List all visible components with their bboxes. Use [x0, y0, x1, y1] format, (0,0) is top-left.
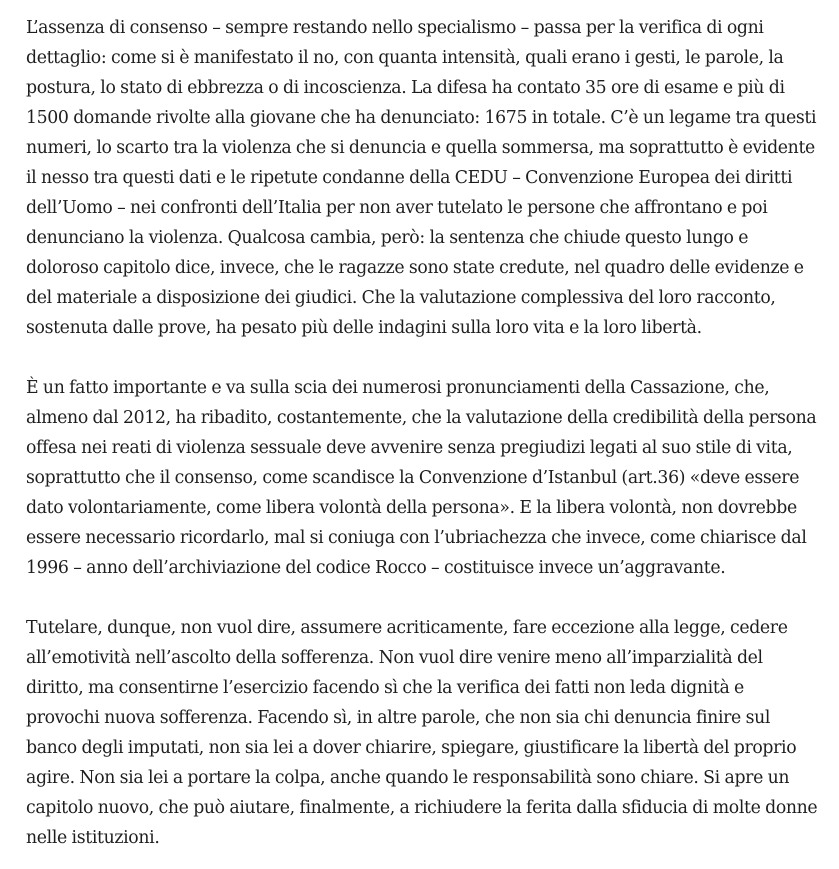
article-paragraph-2: È un fatto importante e va sulla scia dei numerosi pronunciamenti della Cassazione, che, almeno dal 2012, ha ribadito, costantemente, che la valutazione della credibilità della persona offesa nei reati di violenza sessuale deve avvenire senza pregiudizi legati al suo stile di vita, soprattutto che il consenso, come scandisce la Convenzione d’Istanbul (art.36) «deve essere dato volontariamente, come libera volontà della persona». E la libera volontà, non dovrebbe essere necessario ricordarlo, mal si coniuga con l’ubriachezza che invece, come chiarisce dal 1996 – anno dell’archiviazione del codice Rocco – costituisce invece un’aggravante. [26, 378, 817, 578]
article-paragraph-1: L’assenza di consenso – sempre restando nello specialismo – passa per la verifica di ogni dettaglio: come si è manifestato il no, con quanta intensità, quali erano i gesti, le parole, la postura, lo stato di ebbrezza o di incoscienza. La difesa ha contato 35 ore di esame e più di 1500 domande rivolte alla giovane che ha denunciato: 1675 in totale. C’è un legame tra questi numeri, lo scarto tra la violenza che si denuncia e quella sommersa, ma soprattutto è evidente il nesso tra questi dati e le ripetute condanne della CEDU – Convenzione Europea dei diritti dell’Uomo – nei confronti dell’Italia per non aver tutelato le persone che affrontano e poi denunciano la violenza. Qualcosa cambia, però: la sentenza che chiude questo lungo e doloroso capitolo dice, invece, che le ragazze sono state credute, nel quadro delle evidenze e del materiale a disposizione dei giudici. Che la valutazione complessiva del loro racconto, sostenuta dalle prove, ha pesato più delle indagini sulla loro vita e la loro libertà. [26, 18, 817, 338]
article-paragraph-3: Tutelare, dunque, non vuol dire, assumere acriticamente, fare eccezione alla legge, cedere all’emotività nell’ascolto della sofferenza. Non vuol dire venire meno all’imparzialità del diritto, ma consentirne l’esercizio facendo sì che la verifica dei fatti non leda dignità e provochi nuova sofferenza. Facendo sì, in altre parole, che non sia chi denuncia finire sul banco degli imputati, non sia lei a dover chiarire, spiegare, giustificare la libertà del proprio agire. Non sia lei a portare la colpa, anche quando le responsabilità sono chiare. Si apre un capitolo nuovo, che può aiutare, finalmente, a richiudere la ferita dalla sfiducia di molte donne nelle istituzioni. [26, 618, 818, 848]
